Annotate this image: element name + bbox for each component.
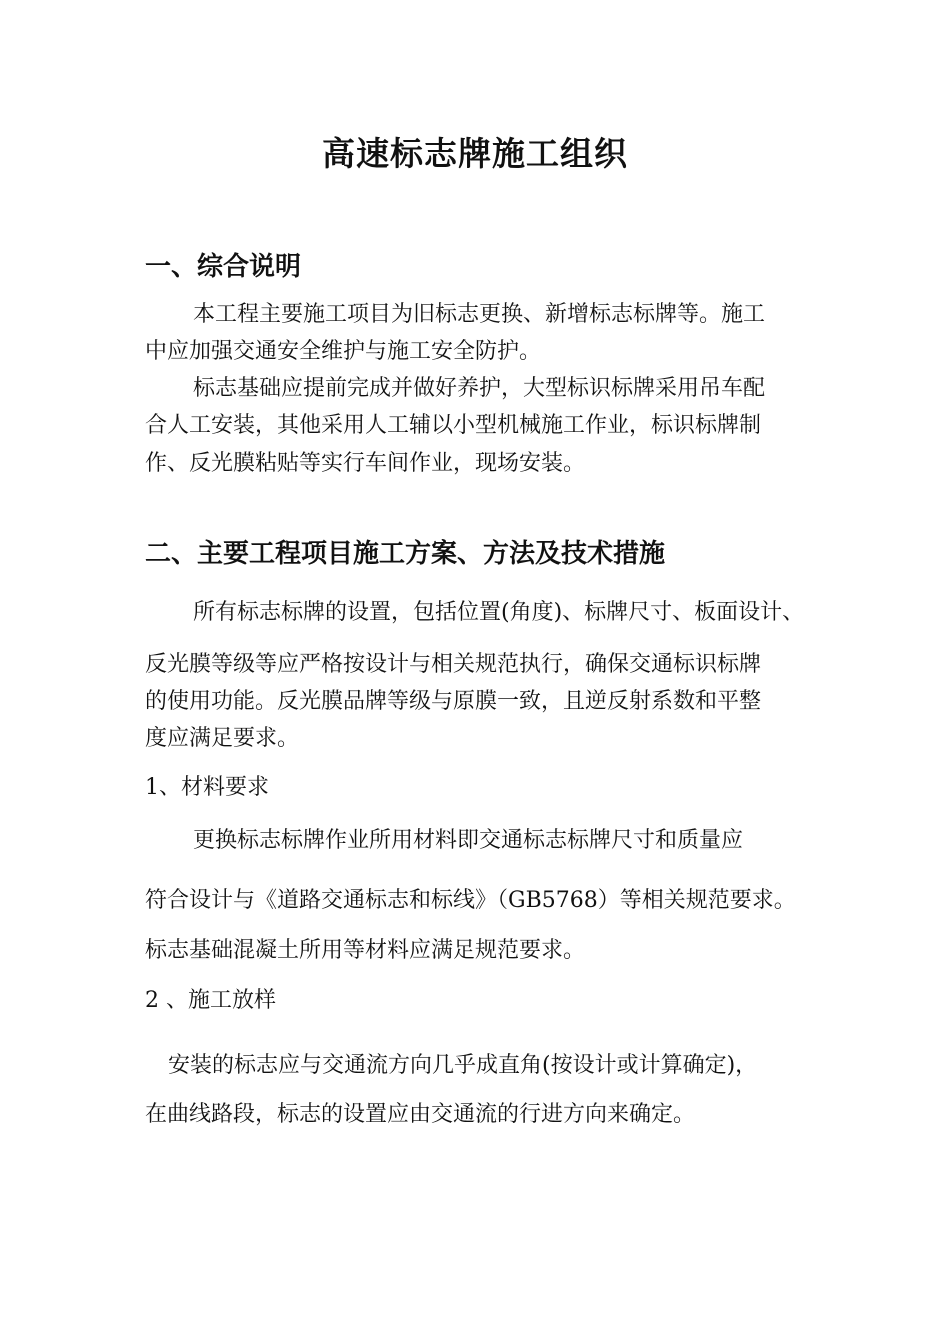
paragraph-line: 作、反光膜粘贴等实行车间作业，现场安装。 [145, 451, 586, 476]
paragraph-line: 所有标志标牌的设置，包括位置(角度)、标牌尺寸、板面设计、 [193, 600, 805, 625]
section-heading-overview: 一、综合说明 [145, 252, 302, 282]
paragraph-line: 在曲线路段，标志的设置应由交通流的行进方向来确定。 [145, 1102, 696, 1127]
paragraph-line: 标志基础混凝土所用等材料应满足规范要求。 [145, 938, 586, 963]
paragraph-line: 合人工安装，其他采用人工辅以小型机械施工作业，标识标牌制 [145, 413, 762, 438]
paragraph-line: 更换标志标牌作业所用材料即交通标志标牌尺寸和质量应 [193, 828, 744, 853]
section-heading-construction-plan: 二、主要工程项目施工方案、方法及技术措施 [145, 539, 666, 569]
paragraph-line: 符合设计与《道路交通标志和标线》（GB5768）等相关规范要求。 [145, 888, 796, 913]
paragraph-line: 标志基础应提前完成并做好养护，大型标识标牌采用吊车配 [193, 376, 766, 401]
subsection-heading-materials: 1、材料要求 [145, 775, 269, 800]
paragraph-line: 度应满足要求。 [145, 726, 300, 751]
paragraph-line: 的使用功能。反光膜品牌等级与原膜一致，且逆反射系数和平整 [145, 689, 762, 714]
paragraph-line: 反光膜等级等应严格按设计与相关规范执行，确保交通标识标牌 [145, 652, 762, 677]
document-title: 高速标志牌施工组织 [322, 134, 628, 173]
paragraph-line: 本工程主要施工项目为旧标志更换、新增标志标牌等。施工 [193, 302, 766, 327]
paragraph-line: 中应加强交通安全维护与施工安全防护。 [145, 339, 542, 364]
subsection-heading-layout: 2 、施工放样 [145, 988, 276, 1013]
paragraph-line: 安装的标志应与交通流方向几乎成直角(按设计或计算确定)， [168, 1053, 758, 1078]
